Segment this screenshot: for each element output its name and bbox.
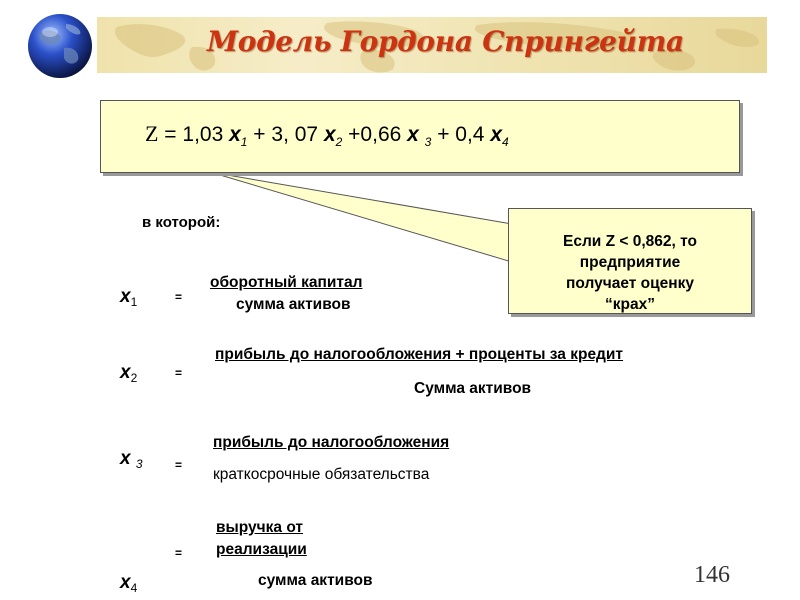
callout-line: получает оценку xyxy=(566,275,694,292)
equals-sign: = xyxy=(175,290,183,304)
x3-denominator: краткосрочные обязательства xyxy=(213,466,430,483)
x3-numerator: прибыль до налогообложения xyxy=(213,434,450,451)
x2-numerator: прибыль до налогообложения + проценты за кредит xyxy=(215,346,624,363)
x1-numerator: оборотный капитал xyxy=(210,274,363,291)
equals-sign: = xyxy=(175,366,183,380)
z-score-formula: Z = 1,03 $x_1 + 3$, 07 $x_2 +0,66$ x $_3$ + 0,4 $x_4$ xyxy=(145,121,509,150)
var-x3: x $_3$ xyxy=(120,448,143,471)
z-symbol: Z xyxy=(145,121,159,146)
x4-numerator-line2: реализации xyxy=(216,541,307,558)
callout-line: Если Z < 0,862, то xyxy=(562,233,698,250)
var-x1: $x_1$ xyxy=(120,286,138,309)
x4-numerator-line1: выручка от xyxy=(216,519,304,536)
var-x2: $x_2$ xyxy=(120,362,138,385)
formula-box xyxy=(100,100,740,173)
callout-line: “крах” xyxy=(605,296,655,313)
in-which-label: в которой: xyxy=(142,214,221,231)
slide-title: Модель Гордона Спрингейта xyxy=(207,25,684,58)
page-number: 146 xyxy=(694,562,730,588)
var-x4: $x_4$ xyxy=(120,572,138,595)
callout-line: предприятие xyxy=(579,254,681,271)
x2-denominator: Сумма активов xyxy=(414,380,532,397)
x4-denominator: сумма активов xyxy=(258,572,373,589)
callout-box xyxy=(508,208,752,314)
x1-denominator: сумма активов xyxy=(236,296,351,313)
equals-sign: = xyxy=(175,546,183,560)
equals-sign: = xyxy=(175,458,183,472)
